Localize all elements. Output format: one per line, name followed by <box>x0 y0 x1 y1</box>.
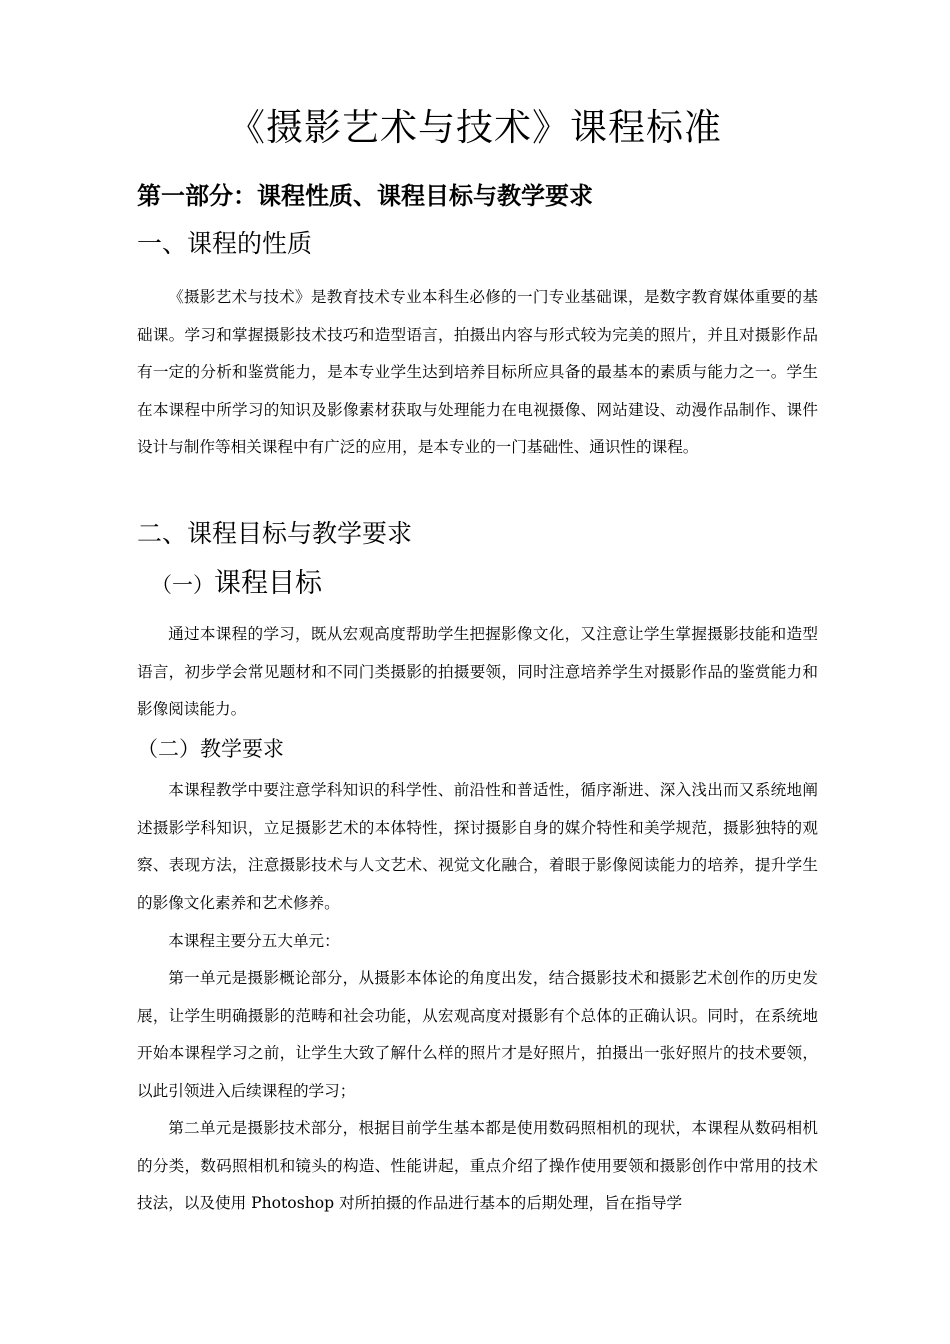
subsection-heading-requirements: （二）教学要求 <box>137 737 284 761</box>
paragraph-requirements: 本课程教学中要注意学科知识的科学性、前沿性和普适性，循序渐进、深入浅出而又系统地阐述摄影学科知识，立足摄影艺术的本体特性，探讨摄影自身的媒介特性和美学规范，摄影独特的观察、表现方法，注意摄影技术与人文艺术、视觉文化融合，着眼于影像阅读能力的培养，提升学生的影像文化素养和艺术修养。 <box>137 781 818 912</box>
paragraph-unit-one: 第一单元是摄影概论部分，从摄影本体论的角度出发，结合摄影技术和摄影艺术创作的历史发展，让学生明确摄影的范畴和社会功能，从宏观高度对摄影有个总体的正确认识。同时，在系统地开始本课程学习之前，让学生大致了解什么样的照片才是好照片，拍摄出一张好照片的技术要领，以此引领进入后续课程的学习； <box>137 969 818 1100</box>
paragraph-course-nature: 《摄影艺术与技术》是教育技术专业本科生必修的一门专业基础课，是数字教育媒体重要的基础课。学习和掌握摄影技术技巧和造型语言，拍摄出内容与形式较为完美的照片，并且对摄影作品有一定的分析和鉴赏能力，是本专业学生达到培养目标所应具备的最基本的素质与能力之一。学生在本课程中所学习的知识及影像素材获取与处理能力在电视摄像、网站建设、动漫作品制作、课件设计与制作等相关课程中有广泛的应用，是本专业的一门基础性、通识性的课程。 <box>137 288 818 457</box>
subsection-heading-goals <box>151 566 322 603</box>
paragraph-unit-two: 第二单元是摄影技术部分，根据目前学生基本都是使用数码照相机的现状，本课程从数码相机的分类，数码照相机和镜头的构造、性能讲起，重点介绍了操作使用要领和摄影创作中常用的技术技法，以及使用 Photoshop 对所拍摄的作品进行基本的后期处理，旨在指导学 <box>137 1119 818 1213</box>
document-title: 《摄影艺术与技术》课程标准 <box>228 106 722 149</box>
subsection-label: 课程目标 <box>214 568 322 599</box>
section-heading-goals: 二、课程目标与教学要求 <box>137 519 413 548</box>
subsection-prefix: （一） <box>151 573 214 597</box>
paragraph-course-goals: 通过本课程的学习，既从宏观高度帮助学生把握影像文化，又注意让学生掌握摄影技能和造型语言，初步学会常见题材和不同门类摄影的拍摄要领，同时注意培养学生对摄影作品的鉴赏能力和影像阅读能力。 <box>137 625 818 719</box>
part-heading: 第一部分：课程性质、课程目标与教学要求 <box>137 182 593 210</box>
paragraph-units-intro: 本课程主要分五大单元： <box>168 932 340 950</box>
section-heading-nature: 一、课程的性质 <box>137 229 313 258</box>
